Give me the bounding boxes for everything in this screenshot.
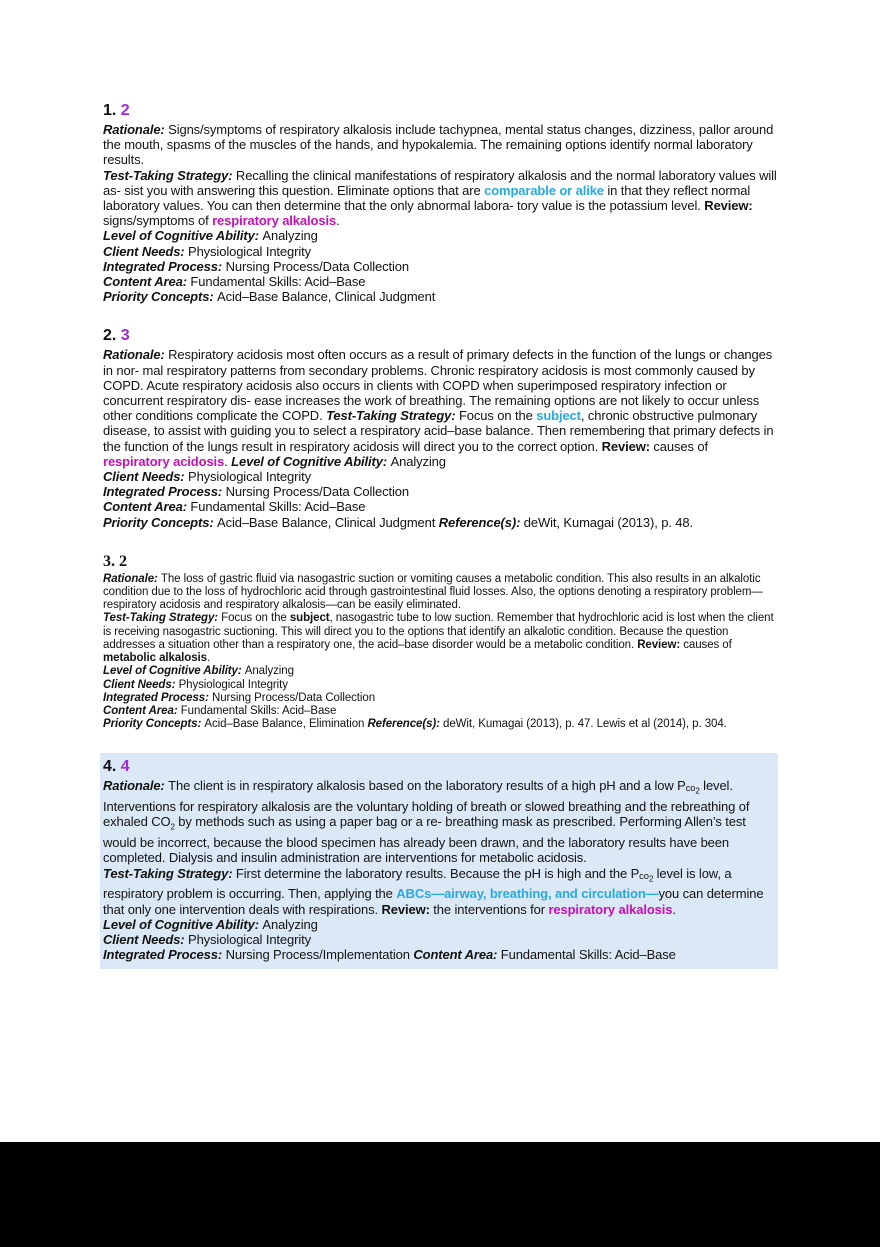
item-4-heading: 4. 4 bbox=[103, 758, 130, 776]
answer-item-3 bbox=[103, 552, 778, 731]
item-1-meta-cognitive-ability: Level of Cognitive Ability: Analyzing bbox=[103, 228, 318, 244]
item-3-meta-cognitive-ability: Level of Cognitive Ability: Analyzing bbox=[103, 665, 294, 678]
item-3-meta-integrated-process: Integrated Process: Nursing Process/Data Collection bbox=[103, 691, 376, 704]
answer-item-2 bbox=[103, 326, 778, 529]
item-3-strategy: Test-Taking Strategy: Focus on the subject, nasogastric tube to low suction. Remember that hydrochloric acid is lost when the client is receiving nasogastric suctioning. This will direct you to the options that identify an alkalotic condition. Because the question addresses a situation other than a respiratory one, the acid–base disorder would be a metabolic condition. Review: causes of metabolic alkalosis. bbox=[103, 612, 774, 665]
item-2-meta-client-needs: Client Needs: Physiological Integrity bbox=[103, 469, 311, 485]
item-4-meta-integrated-process-content-area: Integrated Process: Nursing Process/Implementation Content Area: Fundamental Skills: Acid–Base bbox=[103, 947, 676, 963]
item-2-meta-priority-concepts-reference: Priority Concepts: Acid–Base Balance, Clinical Judgment Reference(s): deWit, Kumagai (2013), p. 48. bbox=[103, 514, 694, 530]
item-3-meta-client-needs: Client Needs: Physiological Integrity bbox=[103, 678, 288, 691]
document-page bbox=[103, 101, 778, 969]
item-1-meta-content-area: Content Area: Fundamental Skills: Acid–Base bbox=[103, 274, 366, 290]
answer-item-4-highlight-box bbox=[100, 753, 778, 969]
page-bottom-black-bar bbox=[0, 1142, 880, 1247]
item-4-strategy: Test-Taking Strategy: First determine the laboratory results. Because the pH is high and the Pco$_2$ level is low, a respiratory problem is occurring. Then, applying the ABCs—airway, breathing, and circulation—you can determine that only one intervention deals with respirations. Review: the interventions for respiratory alkalosis. bbox=[103, 865, 764, 917]
item-1-strategy: Test-Taking Strategy: Recalling the clinical manifestations of respiratory alkalosis and the normal laboratory values will as- sist you with answering this question. Eliminate options that are comparable or alike in that they reflect normal laboratory values. You can then determine that the only abnormal labora- tory value is the potassium level. Review: signs/symptoms of respiratory alkalosis. bbox=[103, 167, 777, 229]
item-3-heading: 3. 2 bbox=[103, 552, 127, 570]
item-1-rationale: Rationale: Signs/symptoms of respiratory alkalosis include tachypnea, mental status changes, dizziness, pallor around the mouth, spasms of the muscles of the hands, and hypokalemia. The remaining options identify normal laboratory results. bbox=[103, 122, 774, 168]
item-2-meta-integrated-process: Integrated Process: Nursing Process/Data Collection bbox=[103, 484, 410, 500]
item-4-rationale: Rationale: The client is in respiratory alkalosis based on the laboratory results of a high pH and a low Pco$_2$ level. Interventions for respiratory alkalosis are the voluntary holding of breath or slowed breathing and the rebreathing of exhaled $CO_2$ by methods such as using a paper bag or a re- breathing mask as prescribed. Performing Allen’s test would be incorrect, because the blood specimen has already been drawn, and the laboratory results have been completed. Dialysis and insulin administration are interventions for metabolic acidosis. bbox=[103, 778, 750, 866]
item-1-heading: 1. 2 bbox=[103, 102, 130, 119]
answer-item-1 bbox=[103, 101, 778, 304]
item-2-rationale-strategy: Rationale: Respiratory acidosis most often occurs as a result of primary defects in the function of the lungs or changes in nor- mal respiratory patterns from secondary problems. Chronic respiratory acidosis is most commonly caused by COPD. Acute respiratory acidosis also occurs in clients with COPD when superimposed respiratory infection or concurrent respiratory dis- ease increases the work of breathing. The remaining options are not likely to occur unless other conditions complicate the COPD. Test-Taking Strategy: Focus on the subject, chronic obstructive pulmonary disease, to assist with guiding you to select a respiratory acid–base balance. Then remembering that primary defects in the function of the lungs result in respiratory acidosis will direct you to the correct option. Review: causes of respiratory acidosis. Level of Cognitive Ability: Analyzing bbox=[103, 347, 774, 469]
item-3-meta-content-area: Content Area: Fundamental Skills: Acid–Base bbox=[103, 704, 337, 717]
item-3-rationale: Rationale: The loss of gastric fluid via nasogastric suction or vomiting causes a metabolic condition. This also results in an alkalotic condition due to the loss of hydrochloric acid through gastrointestinal fluid losses. Also, the options denoting a respiratory problem—respiratory acidosis and respiratory alkalosis—can be easily eliminated. bbox=[103, 572, 763, 612]
item-1-meta-integrated-process: Integrated Process: Nursing Process/Data Collection bbox=[103, 258, 410, 274]
item-2-heading: 2. 3 bbox=[103, 327, 130, 345]
item-1-meta-priority-concepts: Priority Concepts: Acid–Base Balance, Clinical Judgment bbox=[103, 289, 436, 305]
item-4-meta-client-needs: Client Needs: Physiological Integrity bbox=[103, 932, 311, 948]
item-2-meta-content-area: Content Area: Fundamental Skills: Acid–Base bbox=[103, 499, 366, 515]
item-4-meta-cognitive-ability: Level of Cognitive Ability: Analyzing bbox=[103, 916, 318, 932]
item-3-meta-priority-concepts-reference: Priority Concepts: Acid–Base Balance, Elimination Reference(s): deWit, Kumagai (2013), p. 47. Lewis et al (2014), p. 304. bbox=[103, 718, 727, 731]
item-1-meta-client-needs: Client Needs: Physiological Integrity bbox=[103, 243, 311, 259]
